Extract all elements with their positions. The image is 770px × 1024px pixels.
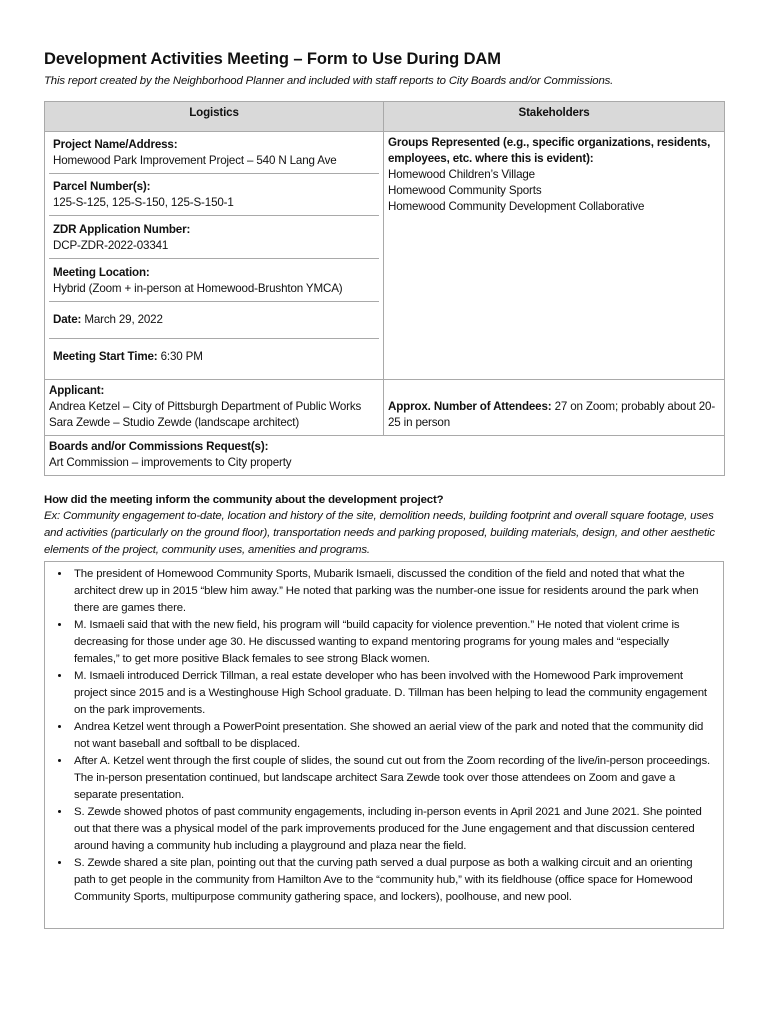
- logistics-cell: [45, 132, 384, 380]
- groups-cell: [384, 132, 725, 380]
- group-item: Homewood Community Development Collaborative: [388, 200, 645, 213]
- group-item: Homewood Community Sports: [388, 184, 542, 197]
- applicant-line: Sara Zewde – Studio Zewde (landscape architect): [49, 416, 300, 429]
- meeting-notes-list: [49, 566, 717, 906]
- group-item: Homewood Children’s Village: [388, 168, 535, 181]
- project-label: Project Name/Address:: [53, 138, 178, 151]
- groups-label: Groups Represented (e.g., specific organizations, residents, employees, etc. where this is evident):: [388, 136, 711, 165]
- boards-label: Boards and/or Commissions Request(s):: [49, 440, 269, 453]
- list-item: • M. Ismaeli introduced Derrick Tillman, a real estate developer who has been involved with the Homewood Park improvement project since 2015 and is a Westinghouse High School graduate. D. Tillman has been helping to lead the community engagement on the park improvements.: [71, 668, 717, 719]
- zdr-label: ZDR Application Number:: [53, 223, 191, 236]
- location-value: Hybrid (Zoom + in-person at Homewood-Brushton YMCA): [53, 282, 343, 295]
- question-example: Ex: Community engagement to-date, location and history of the site, demolition needs, building footprint and overall square footage, uses and activities (particularly on the ground floor), transportation needs and parking proposed, building materials, design, and other aesthetic elements of the project, community uses, amenities and programs.: [44, 510, 715, 556]
- boards-value: Art Commission – improvements to City property: [49, 456, 292, 469]
- parcel-value: 125-S-125, 125-S-150, 125-S-150-1: [53, 196, 234, 209]
- form-title: Development Activities Meeting – Form to Use During DAM: [44, 50, 501, 68]
- stakeholders-header: Stakeholders: [384, 102, 725, 132]
- list-item: • After A. Ketzel went through the first couple of slides, the sound cut out from the Zoom recording of the live/in-person proceedings. The in-person presentation continued, but landscape architect Sara Zewde took over those attendees on Zoom and gave a separate presentation.: [71, 753, 717, 804]
- list-item: • S. Zewde showed photos of past community engagements, including in-person events in April 2021 and June 2021. She pointed out that there was a physical model of the park improvements produced for the June engagement and that discussion centered around having a community hub including a playground and plaza near the field.: [71, 804, 717, 855]
- form-page: [44, 50, 724, 929]
- date-label: Date:: [53, 313, 82, 326]
- attendees-label: Approx. Number of Attendees:: [388, 400, 552, 413]
- zdr-value: DCP-ZDR-2022-03341: [53, 239, 169, 252]
- form-subtitle: This report created by the Neighborhood Planner and included with staff reports to City Boards and/or Commissions.: [44, 75, 614, 87]
- project-value: Homewood Park Improvement Project – 540 N Lang Ave: [53, 154, 337, 167]
- zdr-block: [49, 216, 379, 259]
- list-item: • Andrea Ketzel went through a PowerPoint presentation. She showed an aerial view of the park and noted that the community did not want baseball and softball to be displaced.: [71, 719, 717, 753]
- attendees-text: [388, 399, 720, 431]
- parcel-label: Parcel Number(s):: [53, 180, 151, 193]
- time-block: [49, 339, 379, 377]
- attendees-value: 27 on Zoom; probably about 20-25 in person: [388, 400, 716, 429]
- location-block: [49, 259, 379, 302]
- time-label: Meeting Start Time:: [53, 350, 158, 363]
- date-block: [49, 302, 379, 339]
- attendees-cell: [384, 380, 725, 436]
- project-block: [49, 134, 379, 174]
- list-item: • M. Ismaeli said that with the new field, his program will “build capacity for violence prevention.” He noted that violent crime is decreasing for those under age 30. He discussed wanting to expand mentoring programs for young males and “especially females,” to get more positive Black females to see strong Black women.: [71, 617, 717, 668]
- applicant-cell: [45, 380, 384, 436]
- location-label: Meeting Location:: [53, 266, 150, 279]
- applicant-line: Andrea Ketzel – City of Pittsburgh Department of Public Works: [49, 400, 362, 413]
- parcel-block: [49, 174, 379, 216]
- applicant-label: Applicant:: [49, 384, 105, 397]
- time-value: 6:30 PM: [157, 350, 203, 363]
- question-heading: How did the meeting inform the community about the development project?: [44, 494, 444, 506]
- logistics-table: [44, 101, 725, 476]
- meeting-notes-box: [44, 561, 724, 929]
- date-value: March 29, 2022: [81, 313, 163, 326]
- list-item: • The president of Homewood Community Sports, Mubarik Ismaeli, discussed the condition of the field and noted that what the architect drew up in 2015 “blew him away.” He noted that parking was the number-one issue for residents around the park when there are games there.: [71, 566, 717, 617]
- boards-cell: [45, 436, 725, 476]
- logistics-header: Logistics: [45, 102, 384, 132]
- list-item: • S. Zewde shared a site plan, pointing out that the curving path served a dual purpose as both a walking circuit and an orienting path to get people in the community from Hamilton Ave to the “community hub,” with its fieldhouse (office space for Homewood Community Sports, multipurpose community gathering space, and lockers), poolhouse, and new pool.: [71, 855, 717, 906]
